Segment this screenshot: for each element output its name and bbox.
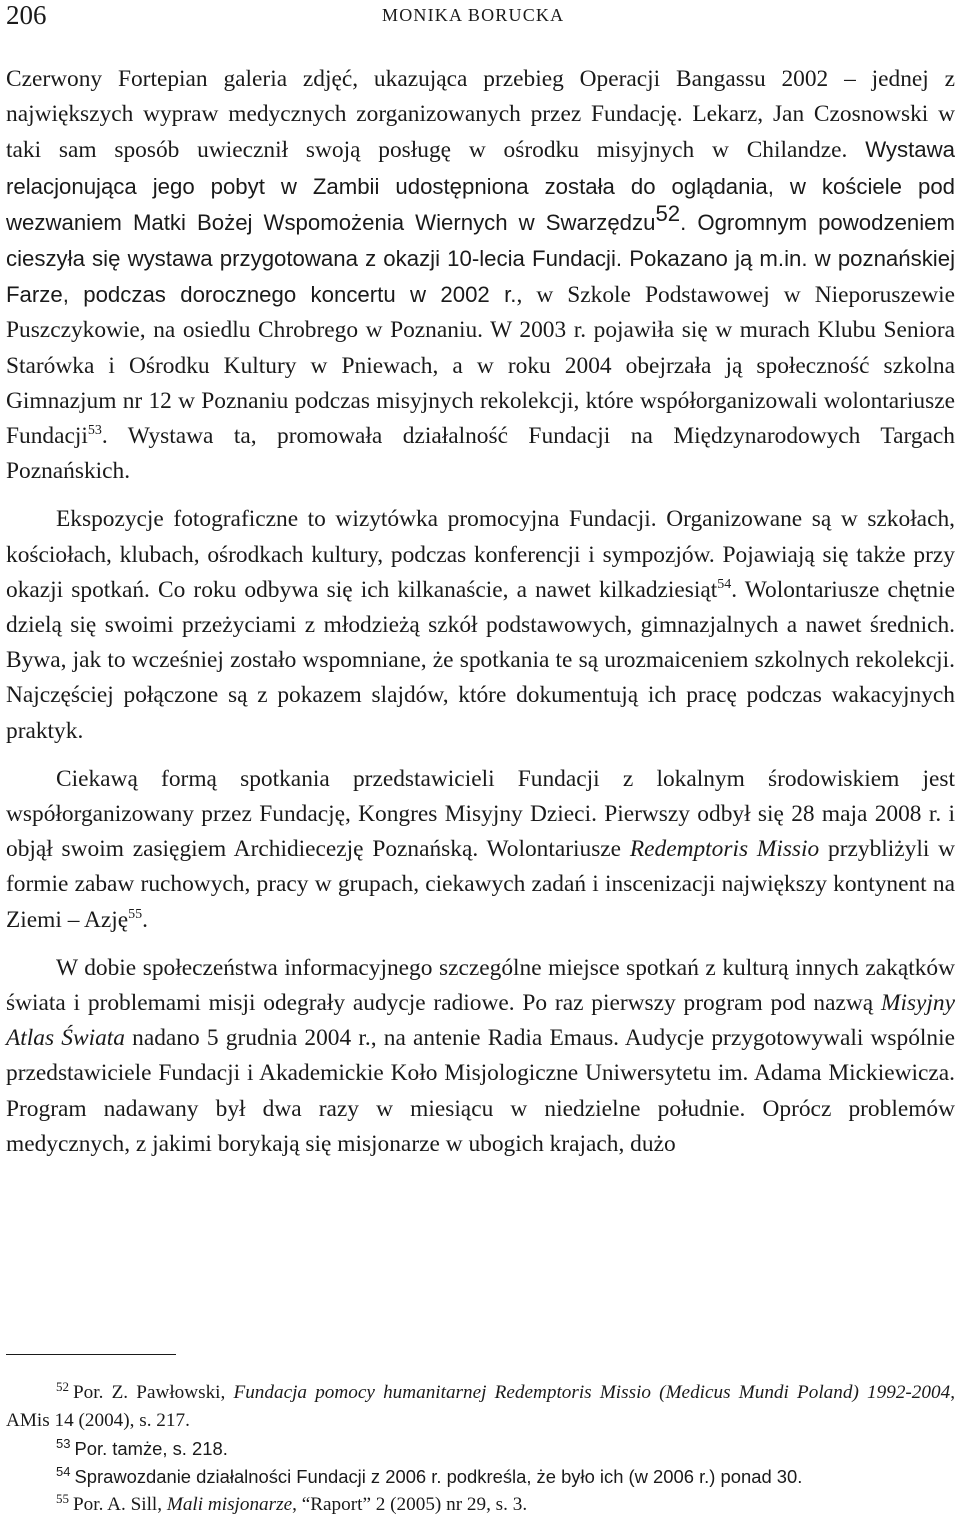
p1-text-2: Wystawa relacjonująca jego pobyt w Zambii udostępniona została do oglądania, w kościele pod wezwaniem Matki Bożej Wspomożenia Wiernych w Swarzędzu bbox=[6, 137, 955, 235]
p3-text-2: przybliżyli w formie zabaw ruchowych, pracy w grupach, ciekawych zadań i inscenizacji największy kontynent na Ziemi – Azję bbox=[6, 836, 955, 933]
p1-text-1: Czerwony Fortepian galeria zdjęć, ukazująca przebieg Operacji Bangassu 2002 – jednej z największych wypraw medycznych zorganizowanych przez Fundację. Lekarz, Jan Czosnowski w taki sam sposób uwiecznił swoją posługę w ośrodku misyjnych w Chilandze. bbox=[6, 66, 955, 164]
paragraph-3 bbox=[6, 762, 955, 938]
footnote-title: Mali misjonarze bbox=[166, 1494, 293, 1515]
running-head: MONIKA BORUCKA bbox=[382, 5, 565, 25]
page bbox=[6, 0, 956, 1515]
footnote-text: Por. Z. Pawłowski, bbox=[73, 1382, 234, 1403]
footnote-text: Por. A. Sill, bbox=[73, 1494, 167, 1515]
footnote-number: 52 bbox=[56, 1378, 69, 1394]
p1-text-4: , w Szkole Podstawowej w Nieporuszewie Puszczykowie, na osiedlu Chrobrego w Poznaniu. W 2003 r. bbox=[6, 282, 955, 344]
page-number: 206 bbox=[6, 0, 47, 30]
footnote-title: Fundacja pomocy humanitarnej Redemptoris Missio (Medicus Mundi Poland) 1992-2004 bbox=[233, 1382, 951, 1403]
page-header bbox=[6, 0, 955, 44]
footnote-54 bbox=[6, 1463, 955, 1491]
paragraph-2 bbox=[6, 502, 955, 748]
p3-italic-title: Redemptoris Missio bbox=[629, 836, 820, 863]
p2-text-1: Ekspozycje fotograficzne to wizytówka promocyjna Fundacji. Organizowane są w szkołach, kościołach, klubach, ośrodkach kultury, podczas konferencji i sympozjów. Pojawiają się także przy okazji spotkań. Co roku odbywa się ich kilkanaście, a nawet kilkadziesiąt bbox=[6, 506, 955, 603]
p2-text-2: . Wolontariusze chętnie dzielą się swoimi przeżyciami z młodzieżą szkół podstawowych, gimnazjalnych a nawet średnich. Bywa, jak to wcześniej zostało wspomniane, że spotkania te są urozmaiceniem szkolnych rekolekcji. Najczęściej połączone są z pokazem slajdów, które dokumentują ich pracę podczas wakacyjnych praktyk. bbox=[6, 576, 955, 744]
p1-text-5: pojawiła się w murach Klubu Seniora Starówka i Ośrodku Kultury w Pniewach, a w roku 2004 obejrzała ją społeczność szkolna Gimnazjum nr 12 w Poznaniu podczas misyjnych rekolekcji, które współorganizowali wolontariusze Fundacji bbox=[6, 317, 955, 450]
p1-text-6: . Wystawa ta, promowała działalność Fundacji na Międzynarodowych Targach Poznańskich. bbox=[6, 423, 955, 485]
p4-text-1: W dobie społeczeństwa informacyjnego szczególne miejsce spotkań z kulturą innych zakątków świata i problemami misji odegrały audycje radiowe. Po raz pierwszy program pod nazwą bbox=[6, 954, 955, 1017]
footnote-separator bbox=[6, 1354, 176, 1355]
p3-text-1: Ciekawą formą spotkania przedstawicieli Fundacji z lokalnym środowiskiem jest współorganizowany przez Fundację, Kongres Misyjny Dzieci. Pierwszy odbył się 28 maja 2008 r. i objął swoim zasięgiem Archidiecezję Poznańską. Wolontariusze bbox=[6, 765, 955, 863]
p4-italic-title: Misyjny Atlas Świata bbox=[6, 990, 955, 1052]
p3-text-3: . bbox=[142, 906, 148, 933]
paragraph-1 bbox=[6, 62, 955, 489]
footnote-text-end: , “Raport” 2 (2005) nr 29, s. 3. bbox=[292, 1494, 528, 1515]
footnotes bbox=[6, 1354, 955, 1519]
footnote-text: Sprawozdanie działalności Fundacji z 2006 r. podkreśla, że było ich (w 2006 r.) ponad 30. bbox=[74, 1466, 803, 1487]
p4-text-2: nadano 5 grudnia 2004 r., na antenie Radia Emaus. Audycje przygotowywali wspólnie przedstawiciele Fundacji i Akademickie Koło Misjologiczne Uniwersytetu im. Adama Mickiewicza. Program nadawany był dwa razy w miesiącu w niedzielne południe. Oprócz problemów medycznych, z jakimi borykają się misjonarze w ubogich krajach, dużo bbox=[6, 1025, 955, 1157]
footnote-ref-54[interactable]: 54 bbox=[717, 577, 732, 593]
footnote-number: 53 bbox=[56, 1435, 71, 1451]
footnote-ref-55[interactable]: 55 bbox=[128, 906, 143, 922]
footnote-ref-52[interactable]: 52 bbox=[655, 201, 681, 227]
footnote-number: 54 bbox=[56, 1463, 71, 1479]
paragraph-4 bbox=[6, 951, 955, 1162]
footnote-52 bbox=[6, 1379, 955, 1435]
footnote-53 bbox=[6, 1435, 955, 1463]
footnote-55 bbox=[6, 1491, 955, 1519]
footnote-text: Por. tamże, s. 218. bbox=[74, 1438, 228, 1459]
p1-text-3: . Ogromnym powodzeniem cieszyła się wystawa przygotowana z okazji 10-lecia Fundacji. Pokazano ją m.in. w poznańskiej Farze, podczas dorocznego koncertu w 2002 r. bbox=[6, 209, 956, 308]
footnote-text-end: , AMis 14 (2004), s. 217. bbox=[6, 1382, 955, 1431]
body-text bbox=[6, 62, 955, 1162]
footnote-ref-53[interactable]: 53 bbox=[87, 423, 102, 439]
footnote-number: 55 bbox=[56, 1490, 69, 1506]
